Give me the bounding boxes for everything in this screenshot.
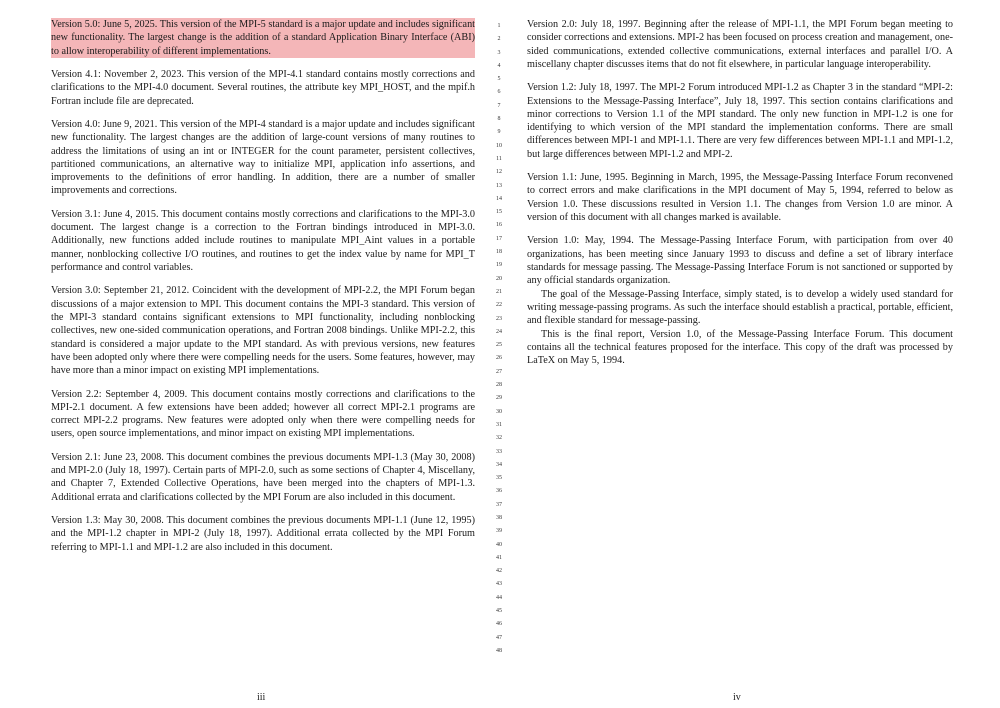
paragraph-version-2-1: Version 2.1: June 23, 2008. This document combines the previous documents MPI-1.3 (May 30, 2008) and MPI-2.0 (July 18, 1997). Certain parts of MPI-2.0, such as some sections of Chapter 4, Miscellany, and Chapter 7, Extended Collective Operations, have been merged into the chapters of MPI-1.3. Additional errata and clarifications collected by the MPI Forum are also included in this document. (51, 451, 475, 503)
line-number: 15 (496, 209, 502, 216)
paragraph-version-2-0: Version 2.0: July 18, 1997. Beginning after the release of MPI-1.1, the MPI Forum began meeting to consider corrections and extensions. MPI-2 has been focused on process creation and management, one-sided communications, extended collective communications, external interfaces and parallel I/O. A miscellany chapter discusses items that do not fit elsewhere, in particular language interoperability. (527, 19, 953, 70)
line-number: 43 (496, 581, 502, 588)
line-number: 16 (496, 222, 502, 229)
paragraph-version-5-0: Version 5.0: June 5, 2025. This version of the MPI-5 standard is a major update and includes significant new functionality. The largest change is the addition of a standard Application Binary Interface (ABI) to allow interoperability of different implementations. (51, 19, 475, 57)
paragraph-version-1-2: Version 1.2: July 18, 1997. The MPI-2 Forum introduced MPI-1.2 as Chapter 3 in the standard “MPI-2: Extensions to the Message-Passing Interface”, July 18, 1997. This section contains clarifications and minor corrections to Version 1.1 of the MPI standard. The only new function in MPI-1.2 is one for identifying to which version of the MPI standard the implementation conforms. There are small differences between MPI-1 and MPI-1.1. There are very few differences between MPI-1.1 and MPI-1.2, but large differences between MPI-1.2 and MPI-2. (527, 82, 953, 160)
line-number: 41 (496, 554, 502, 561)
line-number: 2 (497, 36, 501, 43)
line-number: 25 (496, 342, 502, 349)
paragraph-version-2-2: Version 2.2: September 4, 2009. This document contains mostly corrections and clarifications to the MPI-2.1 document. A few extensions have been added; however all correct MPI-2.1 programs are correct MPI-2.2 programs. New features were adopted only when there were compelling needs for users, open source implementations, and minor impact on existing MPI implementations. (51, 388, 475, 440)
line-number: 7 (497, 102, 501, 109)
line-number: 10 (496, 142, 502, 149)
paragraph-version-1-3: Version 1.3: May 30, 2008. This document combines the previous documents MPI-1.1 (June 12, 1995) and the MPI-1.2 chapter in MPI-2 (July 18, 1997). Additional errata collected by the MPI Forum referring to MPI-1.1 and MPI-1.2 are also included in this document. (51, 515, 475, 553)
line-number: 6 (497, 89, 501, 96)
line-number: 12 (496, 169, 502, 176)
line-number: 44 (496, 594, 502, 601)
line-number: 9 (497, 129, 501, 136)
line-number: 39 (496, 528, 502, 535)
line-number: 20 (496, 275, 502, 282)
left-column (51, 18, 475, 564)
line-number: 29 (496, 395, 502, 402)
paragraph-version-1-1: Version 1.1: June, 1995. Beginning in March, 1995, the Message-Passing Interface Forum reconvened to correct errors and make clarifications in the MPI document of May 5, 1994, referred to below as Version 1.0. These discussions resulted in Version 1.1. The changes from Version 1.0 are minor. A version of this document with all changes marked is available. (527, 172, 953, 224)
line-number: 26 (496, 355, 502, 362)
line-number: 42 (496, 568, 502, 575)
paragraph-version-4-0: Version 4.0: June 9, 2021. This version of the MPI-4 standard is a major update and includes significant new functionality. The largest changes are the addition of large-count versions of many routines to address the limitations of using an int or INTEGER for the count parameter, persistent collectives, partitioned communications, an alternative way to initialize MPI, application info assertions, and improvements to the definitions of error handling. In addition, there are a number of smaller improvements and corrections. (51, 118, 475, 197)
line-number: 21 (496, 288, 502, 295)
line-number: 22 (496, 302, 502, 309)
line-number: 11 (496, 155, 502, 162)
line-number: 37 (496, 501, 502, 508)
line-number: 46 (496, 621, 502, 628)
line-number: 23 (496, 315, 502, 322)
line-number: 24 (496, 328, 502, 335)
line-number: 3 (497, 49, 501, 56)
line-number: 17 (496, 235, 502, 242)
page-number-right: iv (733, 692, 741, 703)
line-number: 35 (496, 475, 502, 482)
paragraph-version-1-0-final: This is the final report, Version 1.0, of the Message-Passing Interface Forum. This document contains all the technical features proposed for the interface. This copy of the draft was processed by LaTeX on May 5, 1994. (527, 328, 953, 367)
line-number: 27 (496, 368, 502, 375)
paragraph-version-1-0: Version 1.0: May, 1994. The Message-Passing Interface Forum, with participation from over 40 organizations, has been meeting since January 1993 to discuss and define a set of library interface standards for message passing. The Message-Passing Interface Forum is not sanctioned or supported by any official standards organization. (527, 235, 953, 287)
line-number: 28 (496, 382, 502, 389)
paragraph-version-3-0: Version 3.0: September 21, 2012. Coincident with the development of MPI-2.2, the MPI Forum began discussions of a major extension to MPI. This document contains the MPI-3 standard. This version of the MPI-3 standard contains significant extensions to MPI functionality, including nonblocking collectives, new one-sided communication operations, and Fortran 2008 bindings. Unlike MPI-2.2, this standard is considered a major update to the MPI standard. As with previous versions, new features have been adopted only where there were compelling needs for the users. Some features, however, may have more than a minor impact on existing MPI implementations. (51, 285, 475, 377)
line-number: 40 (496, 541, 502, 548)
line-number: 8 (497, 116, 501, 123)
line-number: 1 (497, 23, 501, 29)
line-number: 48 (496, 647, 502, 654)
line-number: 45 (496, 608, 502, 615)
line-number: 31 (496, 421, 502, 428)
line-number: 34 (496, 461, 502, 468)
right-column (527, 18, 953, 378)
paragraph-version-4-1: Version 4.1: November 2, 2023. This version of the MPI-4.1 standard contains mostly corrections and clarifications to the MPI-4.0 document. Several routines, the attribute key MPI_HOST, and the mpif.h Fortran include file are deprecated. (51, 68, 475, 107)
line-number: 36 (496, 488, 502, 495)
line-number: 14 (496, 195, 502, 202)
line-number: 13 (496, 182, 502, 189)
line-number: 4 (497, 62, 501, 69)
line-number: 30 (496, 408, 502, 415)
line-numbers (488, 20, 510, 658)
paragraph-version-1-0-goal: The goal of the Message-Passing Interface, simply stated, is to develop a widely used standard for writing message-passing programs. As such the interface should establish a practical, portable, efficient, and flexible standard for message-passing. (527, 288, 953, 327)
line-number: 38 (496, 514, 502, 521)
page-number-left: iii (257, 692, 266, 703)
paragraph-version-3-1: Version 3.1: June 4, 2015. This document contains mostly corrections and clarifications to the MPI-3.0 document. The largest change is a correction to the Fortran bindings introduced in MPI-3.0. Additionally, new functions added include routines to manipulate MPI_Aint values in a portable manner, nonblocking collective I/O routines, and routines to get the index value by name for MPI_T performance and control variables. (51, 208, 475, 274)
line-number: 32 (496, 435, 502, 442)
line-number: 47 (496, 634, 502, 641)
line-number: 19 (496, 262, 502, 269)
line-number: 33 (496, 448, 502, 455)
line-number: 5 (497, 76, 501, 83)
line-number: 18 (496, 249, 502, 256)
